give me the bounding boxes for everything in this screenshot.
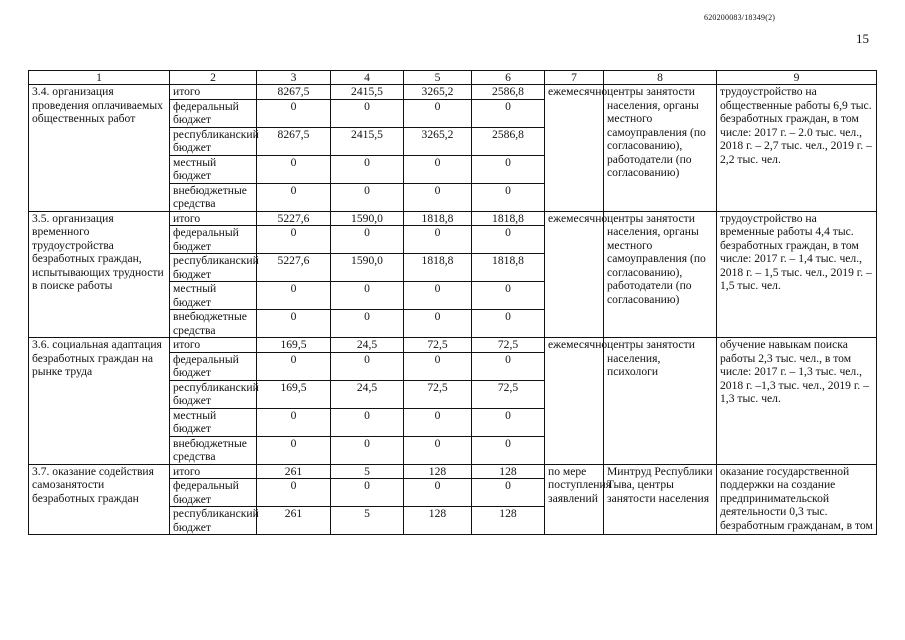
amount-2018-cell: 128 — [404, 464, 472, 479]
amount-2017-cell: 0 — [331, 155, 404, 183]
total-amount-cell: 0 — [257, 183, 331, 211]
amount-2019-cell: 0 — [472, 155, 545, 183]
column-header: 5 — [404, 71, 472, 85]
executor-cell: центры занятости населения, органы местного самоуправления (по согласованию), работодатели (по согласованию) — [604, 211, 717, 338]
amount-2019-cell: 0 — [472, 408, 545, 436]
total-amount-cell: 169,5 — [257, 338, 331, 353]
column-header: 7 — [545, 71, 604, 85]
measure-title-cell: 3.6. социальная адаптация безработных граждан на рынке труда — [29, 338, 170, 465]
amount-2018-cell: 72,5 — [404, 338, 472, 353]
funding-source-cell: внебюджетные средства — [170, 310, 257, 338]
amount-2017-cell: 0 — [331, 226, 404, 254]
result-cell: обучение навыкам поиска работы 2,3 тыс. чел., в том числе: 2017 г. – 1,3 тыс. чел., 2018 г. –1,3 тыс. чел., 2019 г. – 1,3 тыс. чел. — [717, 338, 877, 465]
funding-source-cell: итого — [170, 85, 257, 100]
amount-2019-cell: 0 — [472, 352, 545, 380]
total-amount-cell: 261 — [257, 464, 331, 479]
total-amount-cell: 5227,6 — [257, 211, 331, 226]
amount-2018-cell: 0 — [404, 436, 472, 464]
amount-2018-cell: 0 — [404, 183, 472, 211]
amount-2017-cell: 24,5 — [331, 338, 404, 353]
amount-2019-cell: 0 — [472, 310, 545, 338]
column-number-row — [29, 71, 877, 85]
funding-source-cell: внебюджетные средства — [170, 436, 257, 464]
funding-source-cell: республиканский бюджет — [170, 127, 257, 155]
amount-2019-cell: 0 — [472, 479, 545, 507]
page-number: 15 — [856, 31, 869, 46]
amount-2019-cell: 1818,8 — [472, 211, 545, 226]
amount-2017-cell: 0 — [331, 99, 404, 127]
table-row — [29, 211, 877, 226]
total-amount-cell: 0 — [257, 310, 331, 338]
amount-2017-cell: 0 — [331, 352, 404, 380]
total-amount-cell: 8267,5 — [257, 127, 331, 155]
funding-source-cell: местный бюджет — [170, 282, 257, 310]
amount-2019-cell: 2586,8 — [472, 85, 545, 100]
amount-2019-cell: 72,5 — [472, 380, 545, 408]
amount-2018-cell: 0 — [404, 310, 472, 338]
period-cell: по мере поступления заявлений — [545, 464, 604, 535]
measure-title-cell: 3.4. организация проведения оплачиваемых общественных работ — [29, 85, 170, 212]
amount-2017-cell: 0 — [331, 282, 404, 310]
amount-2019-cell: 1818,8 — [472, 254, 545, 282]
funding-source-cell: внебюджетные средства — [170, 183, 257, 211]
measure-title-cell: 3.5. организация временного трудоустройства безработных граждан, испытывающих трудности в поиске работы — [29, 211, 170, 338]
total-amount-cell: 0 — [257, 99, 331, 127]
amount-2017-cell: 0 — [331, 479, 404, 507]
amount-2018-cell: 1818,8 — [404, 254, 472, 282]
amount-2017-cell: 1590,0 — [331, 254, 404, 282]
total-amount-cell: 0 — [257, 226, 331, 254]
funding-source-cell: республиканский бюджет — [170, 254, 257, 282]
amount-2018-cell: 0 — [404, 352, 472, 380]
total-amount-cell: 5227,6 — [257, 254, 331, 282]
amount-2017-cell: 5 — [331, 507, 404, 535]
total-amount-cell: 8267,5 — [257, 85, 331, 100]
amount-2019-cell: 0 — [472, 436, 545, 464]
column-header: 2 — [170, 71, 257, 85]
amount-2017-cell: 24,5 — [331, 380, 404, 408]
executor-cell: центры занятости населения, органы местного самоуправления (по согласованию), работодатели (по согласованию) — [604, 85, 717, 212]
total-amount-cell: 169,5 — [257, 380, 331, 408]
period-cell: ежемесячно — [545, 338, 604, 465]
funding-source-cell: местный бюджет — [170, 408, 257, 436]
column-header: 1 — [29, 71, 170, 85]
amount-2017-cell: 1590,0 — [331, 211, 404, 226]
funding-source-cell: республиканский бюджет — [170, 507, 257, 535]
amount-2017-cell: 0 — [331, 436, 404, 464]
amount-2019-cell: 0 — [472, 226, 545, 254]
amount-2017-cell: 0 — [331, 408, 404, 436]
amount-2017-cell: 5 — [331, 464, 404, 479]
executor-cell: центры занятости населения, психологи — [604, 338, 717, 465]
total-amount-cell: 0 — [257, 479, 331, 507]
funding-source-cell: итого — [170, 211, 257, 226]
amount-2018-cell: 72,5 — [404, 380, 472, 408]
amount-2018-cell: 0 — [404, 479, 472, 507]
funding-source-cell: итого — [170, 338, 257, 353]
amount-2017-cell: 0 — [331, 183, 404, 211]
amount-2018-cell: 0 — [404, 226, 472, 254]
total-amount-cell: 0 — [257, 352, 331, 380]
total-amount-cell: 261 — [257, 507, 331, 535]
column-header: 3 — [257, 71, 331, 85]
column-header: 8 — [604, 71, 717, 85]
funding-source-cell: федеральный бюджет — [170, 226, 257, 254]
amount-2017-cell: 2415,5 — [331, 127, 404, 155]
period-cell: ежемесячно — [545, 211, 604, 338]
program-table — [28, 70, 877, 535]
total-amount-cell: 0 — [257, 436, 331, 464]
funding-source-cell: федеральный бюджет — [170, 99, 257, 127]
total-amount-cell: 0 — [257, 408, 331, 436]
result-cell: оказание государственной поддержки на создание предпринимательской деятельности 0,3 тыс. безработным гражданам, в том — [717, 464, 877, 535]
amount-2017-cell: 0 — [331, 310, 404, 338]
amount-2019-cell: 0 — [472, 282, 545, 310]
funding-source-cell: республиканский бюджет — [170, 380, 257, 408]
funding-source-cell: федеральный бюджет — [170, 352, 257, 380]
funding-source-cell: местный бюджет — [170, 155, 257, 183]
amount-2019-cell: 72,5 — [472, 338, 545, 353]
column-header: 6 — [472, 71, 545, 85]
amount-2017-cell: 2415,5 — [331, 85, 404, 100]
period-cell: ежемесячно — [545, 85, 604, 212]
executor-cell: Минтруд Республики Тыва, центры занятости населения — [604, 464, 717, 535]
total-amount-cell: 0 — [257, 155, 331, 183]
amount-2018-cell: 0 — [404, 99, 472, 127]
amount-2018-cell: 0 — [404, 155, 472, 183]
amount-2018-cell: 3265,2 — [404, 85, 472, 100]
amount-2019-cell: 128 — [472, 464, 545, 479]
result-cell: трудоустройство на временные работы 4,4 тыс. безработных граждан, в том числе: 2017 г. – 1,4 тыс. чел., 2018 г. – 1,5 тыс. чел., 2019 г. – 1,5 тыс. чел. — [717, 211, 877, 338]
amount-2018-cell: 0 — [404, 282, 472, 310]
amount-2018-cell: 1818,8 — [404, 211, 472, 226]
amount-2019-cell: 0 — [472, 183, 545, 211]
column-header: 4 — [331, 71, 404, 85]
funding-source-cell: федеральный бюджет — [170, 479, 257, 507]
table-row — [29, 464, 877, 479]
measure-title-cell: 3.7. оказание содействия самозанятости безработных граждан — [29, 464, 170, 535]
funding-source-cell: итого — [170, 464, 257, 479]
amount-2019-cell: 128 — [472, 507, 545, 535]
amount-2019-cell: 2586,8 — [472, 127, 545, 155]
table-row — [29, 85, 877, 100]
amount-2019-cell: 0 — [472, 99, 545, 127]
column-header: 9 — [717, 71, 877, 85]
result-cell: трудоустройство на общественные работы 6,9 тыс. безработных граждан, в том числе: 2017 г. – 2.0 тыс. чел., 2018 г. – 2,7 тыс. чел., 2019 г. – 2,2 тыс. чел. — [717, 85, 877, 212]
amount-2018-cell: 0 — [404, 408, 472, 436]
amount-2018-cell: 128 — [404, 507, 472, 535]
total-amount-cell: 0 — [257, 282, 331, 310]
amount-2018-cell: 3265,2 — [404, 127, 472, 155]
table-row — [29, 338, 877, 353]
document-number: 620200083/18349(2) — [704, 13, 776, 22]
